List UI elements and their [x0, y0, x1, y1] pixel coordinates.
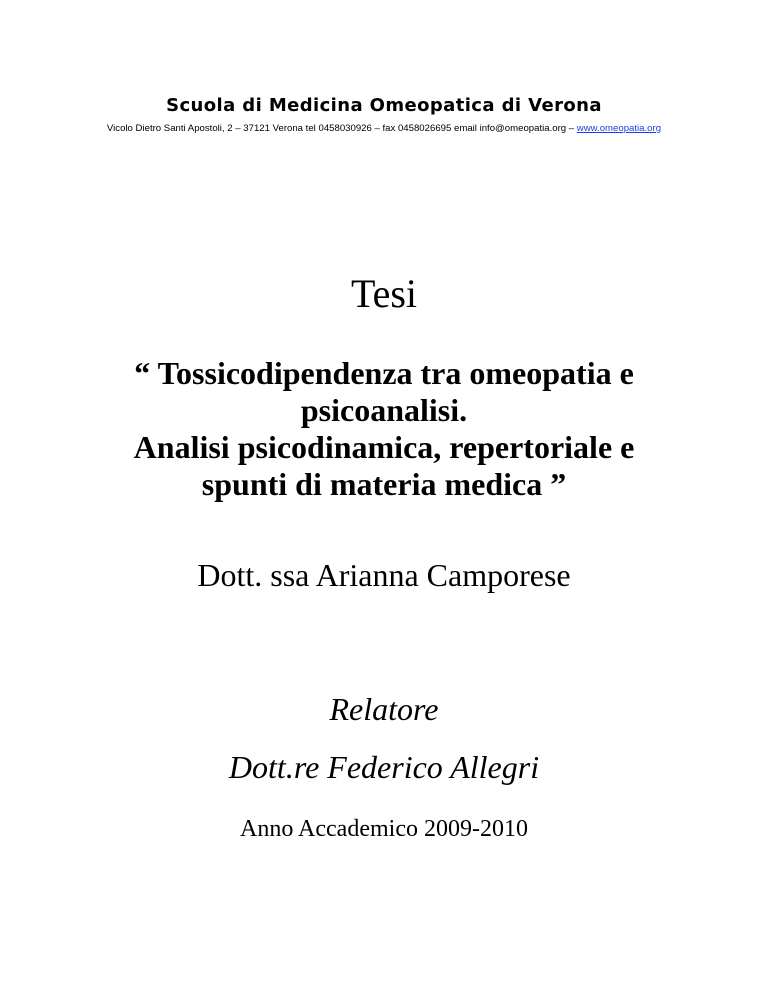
document-type: Tesi: [350, 271, 418, 316]
advisor-name: Dott.re Federico Allegri: [228, 749, 540, 785]
school-name: Scuola di Medicina Omeopatica di Verona: [166, 95, 602, 116]
thesis-title-line: psicoanalisi.: [300, 392, 468, 428]
academic-year: Anno Accademico 2009-2010: [240, 816, 528, 842]
thesis-title: [0, 355, 768, 503]
thesis-title-line: “ Tossicodipendenza tra omeopatia e: [134, 355, 634, 391]
thesis-title-line: spunti di materia medica ”: [201, 466, 567, 502]
advisor-label: Relatore: [329, 691, 439, 727]
contact-line: [0, 122, 768, 136]
author-name: Dott. ssa Arianna Camporese: [197, 557, 571, 593]
contact-text: Vicolo Dietro Santi Apostoli, 2 – 37121 Verona tel 0458030926 – fax 0458026695 email info@omeopatia.org –: [106, 123, 577, 134]
school-header: [0, 95, 768, 136]
thesis-title-line: Analisi psicodinamica, repertoriale e: [133, 429, 635, 465]
website-link[interactable]: www.omeopatia.org: [576, 123, 662, 134]
